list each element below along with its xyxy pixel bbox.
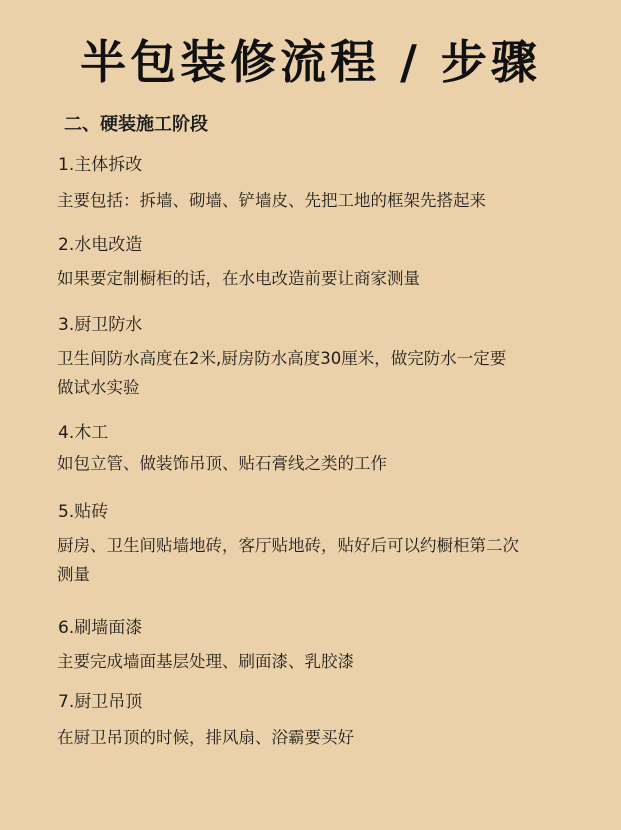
- step-3-title: 3.厨卫防水: [58, 315, 143, 335]
- page-title: 半包装修流程 / 步骤: [80, 35, 541, 89]
- step-1-line-1: 主要包括：拆墙、砌墙、铲墙皮、先把工地的框架先搭起来: [57, 191, 486, 210]
- step-4-description: [57, 449, 577, 478]
- step-5-title: 5.贴砖: [58, 502, 109, 522]
- step-3-description: [57, 344, 577, 402]
- step-4-line-1: 如包立管、做装饰吊顶、贴石膏线之类的工作: [57, 454, 387, 473]
- step-5-line-2: 测量: [57, 565, 90, 584]
- step-7-line-1: 在厨卫吊顶的时候，排风扇、浴霸要买好: [57, 728, 354, 747]
- step-3-line-2: 做试水实验: [57, 378, 140, 397]
- step-2-title: 2.水电改造: [58, 235, 143, 255]
- step-6-description: [57, 647, 577, 676]
- step-6-title: 6.刷墙面漆: [58, 618, 143, 638]
- step-7-description: [57, 723, 577, 752]
- step-2-line-1: 如果要定制橱柜的话，在水电改造前要让商家测量: [57, 269, 420, 288]
- step-2-description: [57, 264, 577, 293]
- step-5-description: [57, 531, 577, 589]
- step-6-line-1: 主要完成墙面基层处理、刷面漆、乳胶漆: [57, 652, 354, 671]
- section-heading: 二、硬装施工阶段: [64, 114, 208, 135]
- step-5-line-1: 厨房、卫生间贴墙地砖，客厅贴地砖，贴好后可以约橱柜第二次: [57, 536, 519, 555]
- step-1-title: 1.主体拆改: [58, 155, 143, 175]
- step-7-title: 7.厨卫吊顶: [58, 692, 143, 712]
- step-3-line-1: 卫生间防水高度在2米,厨房防水高度30厘米，做完防水一定要: [57, 349, 507, 368]
- step-1-description: [57, 186, 577, 215]
- step-4-title: 4.木工: [58, 423, 109, 443]
